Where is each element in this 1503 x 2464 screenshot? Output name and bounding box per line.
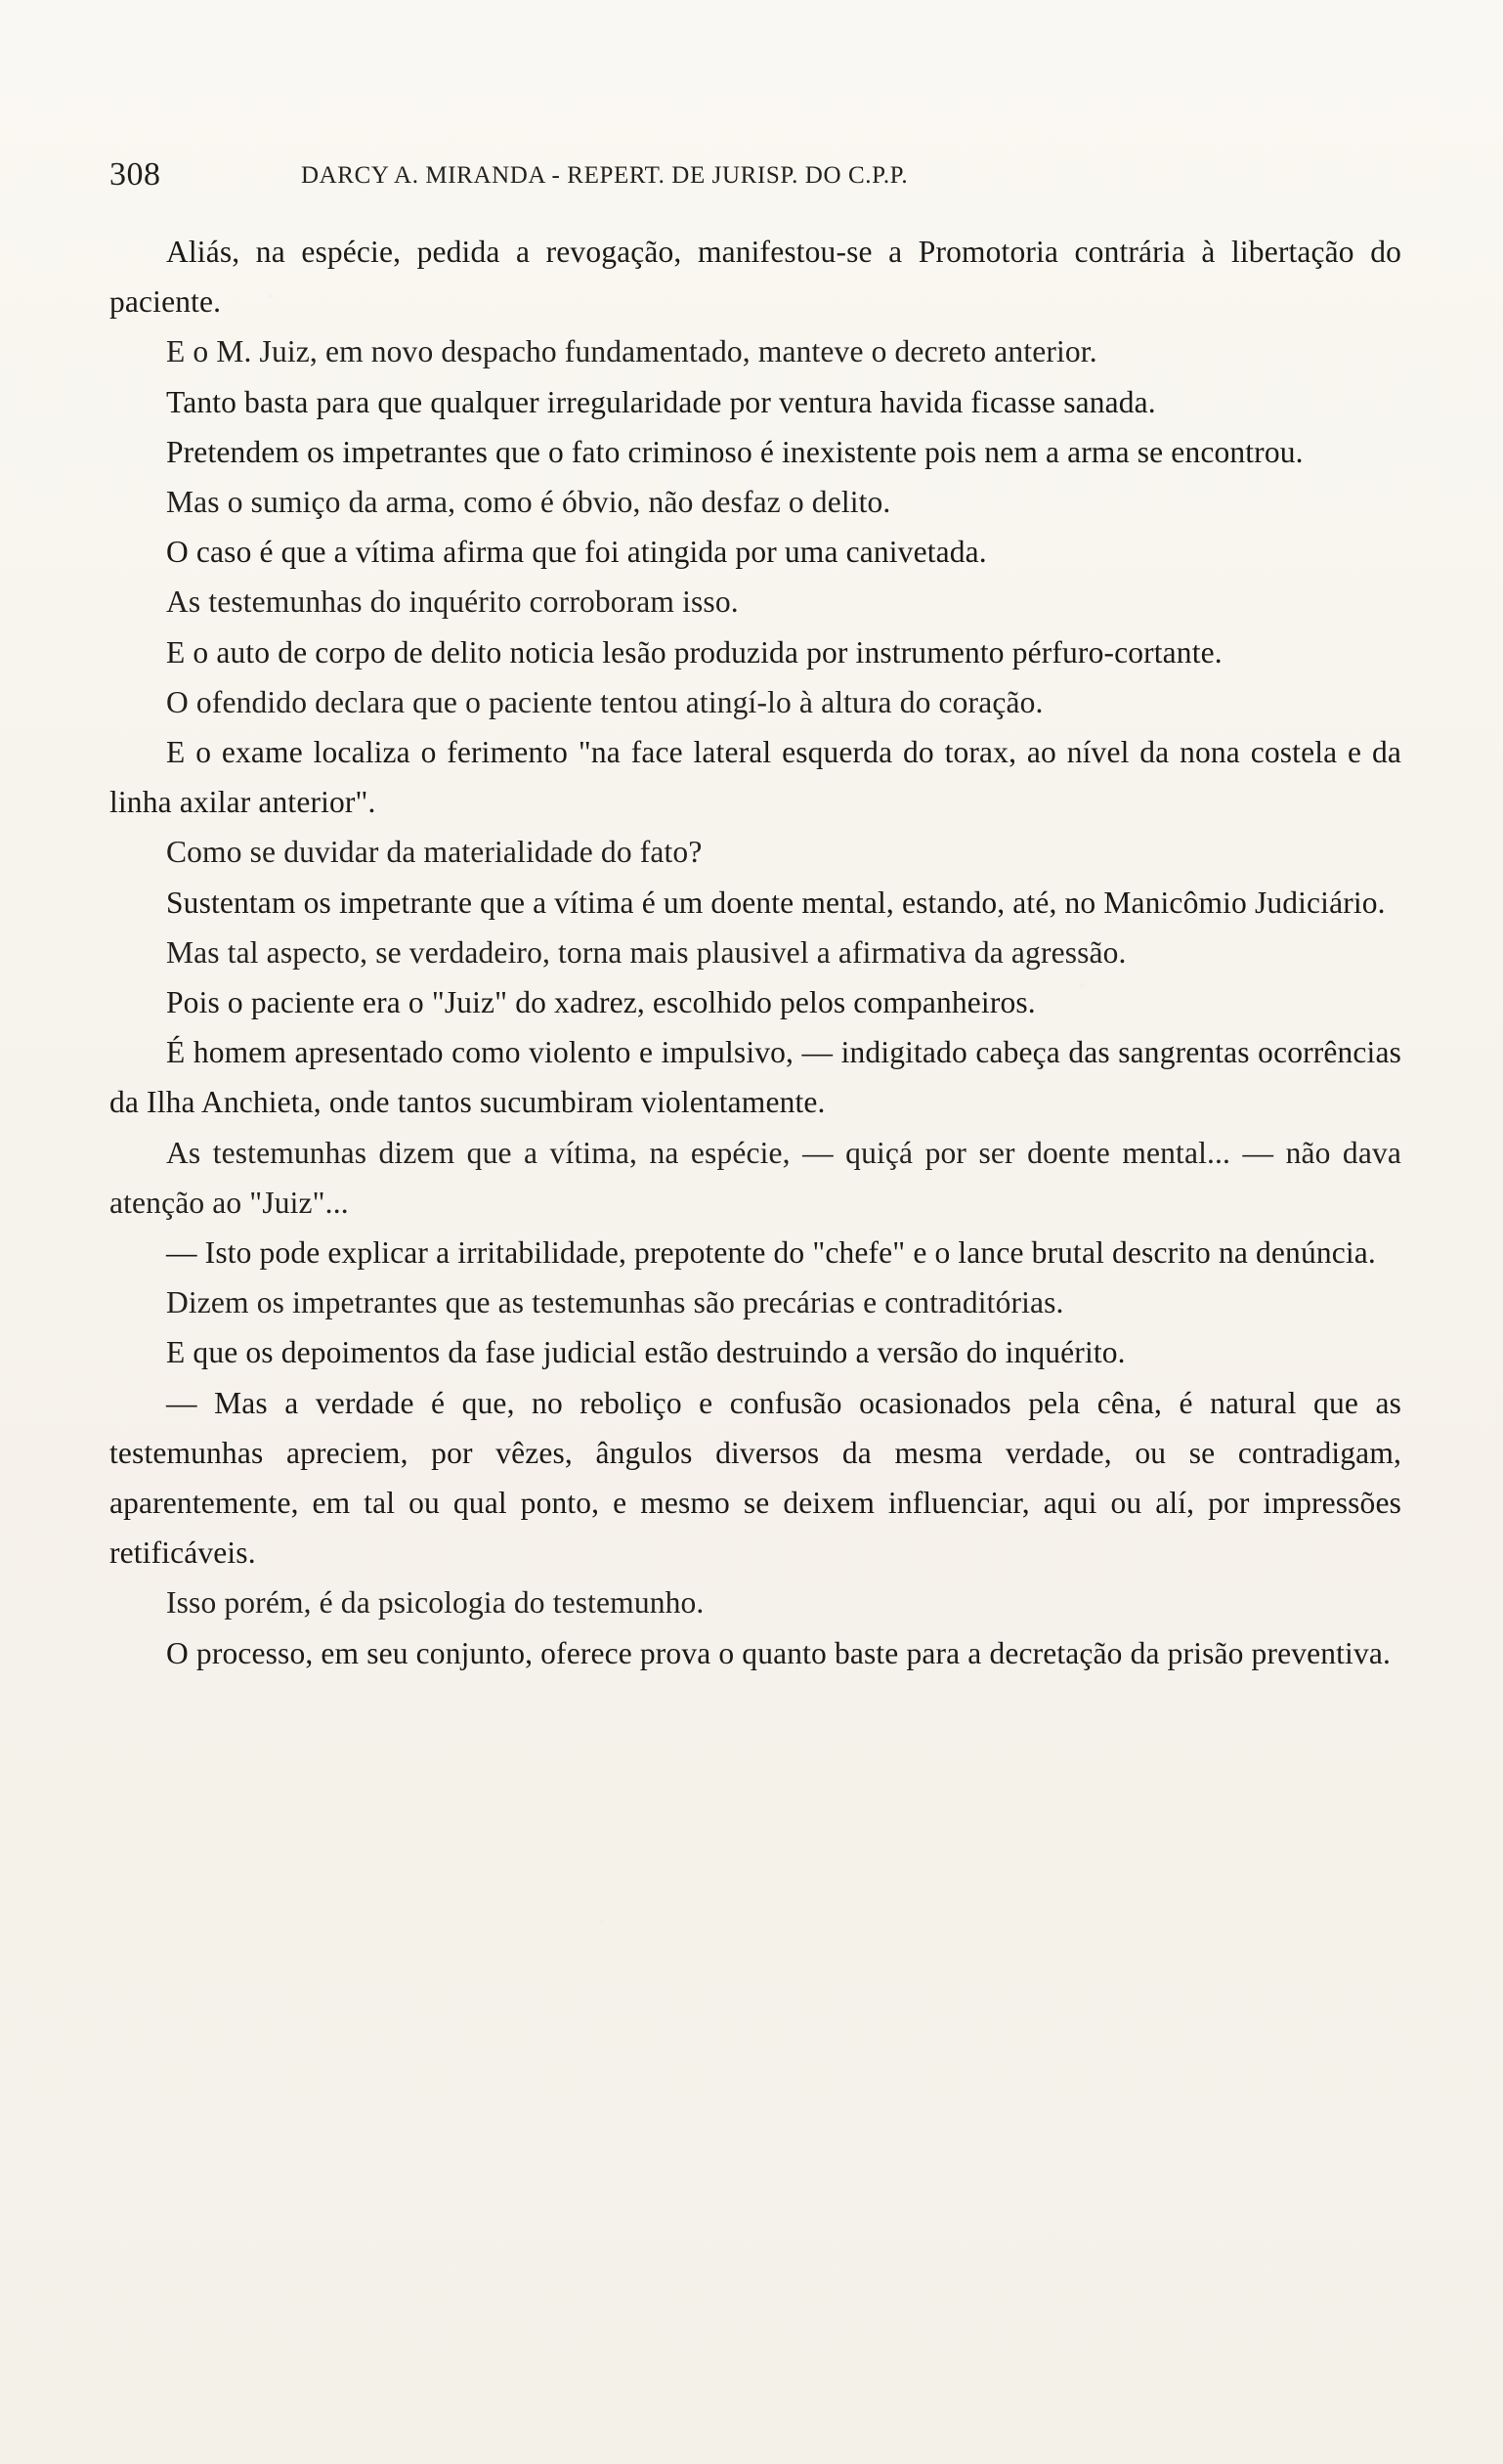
body-text xyxy=(109,227,1401,1678)
paragraph: É homem apresentado como violento e impulsivo, — indigitado cabeça das sangrentas ocorrências da Ilha Anchieta, onde tantos sucumbiram violentamente. xyxy=(109,1035,1401,1120)
paragraph: Pretendem os impetrantes que o fato criminoso é inexistente pois nem a arma se encontrou. xyxy=(166,434,1304,469)
paragraph: O caso é que a vítima afirma que foi atingida por uma canivetada. xyxy=(166,535,987,570)
paragraph: Isso porém, é da psicologia do testemunho. xyxy=(166,1585,705,1621)
paragraph: Tanto basta para que qualquer irregularidade por ventura havida ficasse sanada. xyxy=(166,384,1156,419)
paragraph: Sustentam os impetrante que a vítima é um doente mental, estando, até, no Manicômio Judiciário. xyxy=(166,885,1386,920)
paragraph: Como se duvidar da materialidade do fato? xyxy=(166,835,703,870)
running-head xyxy=(109,156,1401,195)
paragraph: E o exame localiza o ferimento "na face lateral esquerda do torax, ao nível da nona costela e da linha axilar anterior". xyxy=(109,735,1401,820)
page-number: 308 xyxy=(109,156,161,193)
paragraph: E o auto de corpo de delito noticia lesão produzida por instrumento pérfuro-cortante. xyxy=(166,634,1223,670)
paragraph: Mas tal aspecto, se verdadeiro, torna mais plausivel a afirmativa da agressão. xyxy=(166,934,1127,970)
paragraph: — Isto pode explicar a irritabilidade, prepotente do "chefe" e o lance brutal descrito na denúncia. xyxy=(166,1235,1376,1271)
paragraph: Mas o sumiço da arma, como é óbvio, não desfaz o delito. xyxy=(166,485,891,520)
paragraph: — Mas a verdade é que, no reboliço e confusão ocasionados pela cêna, é natural que as testemunhas apreciem, por vêzes, ângulos diversos da mesma verdade, ou se contradigam, aparentemente, em tal ou qual ponto, e mesmo se deixem influenciar, aqui ou alí, por impressões retificáveis. xyxy=(109,1385,1401,1571)
paragraph: Aliás, na espécie, pedida a revogação, manifestou-se a Promotoria contrária à libertação do paciente. xyxy=(109,235,1401,320)
running-head-title: DARCY A. MIRANDA - REPERT. DE JURISP. DO C.P.P. xyxy=(301,162,909,189)
paragraph: Dizem os impetrantes que as testemunhas são precárias e contraditórias. xyxy=(166,1285,1064,1320)
paragraph: Pois o paciente era o "Juiz" do xadrez, escolhido pelos companheiros. xyxy=(166,985,1036,1020)
paragraph: E que os depoimentos da fase judicial estão destruindo a versão do inquérito. xyxy=(166,1335,1126,1370)
paragraph: As testemunhas do inquérito corroboram isso. xyxy=(166,584,739,620)
paragraph: E o M. Juiz, em novo despacho fundamentado, manteve o decreto anterior. xyxy=(166,334,1097,369)
page-content xyxy=(109,0,1401,2464)
paragraph: As testemunhas dizem que a vítima, na espécie, — quiçá por ser doente mental... — não dava atenção ao "Juiz"... xyxy=(109,1135,1401,1220)
paragraph: O processo, em seu conjunto, oferece prova o quanto baste para a decretação da prisão preventiva. xyxy=(166,1635,1392,1670)
paragraph: O ofendido declara que o paciente tentou atingí-lo à altura do coração. xyxy=(166,684,1044,719)
